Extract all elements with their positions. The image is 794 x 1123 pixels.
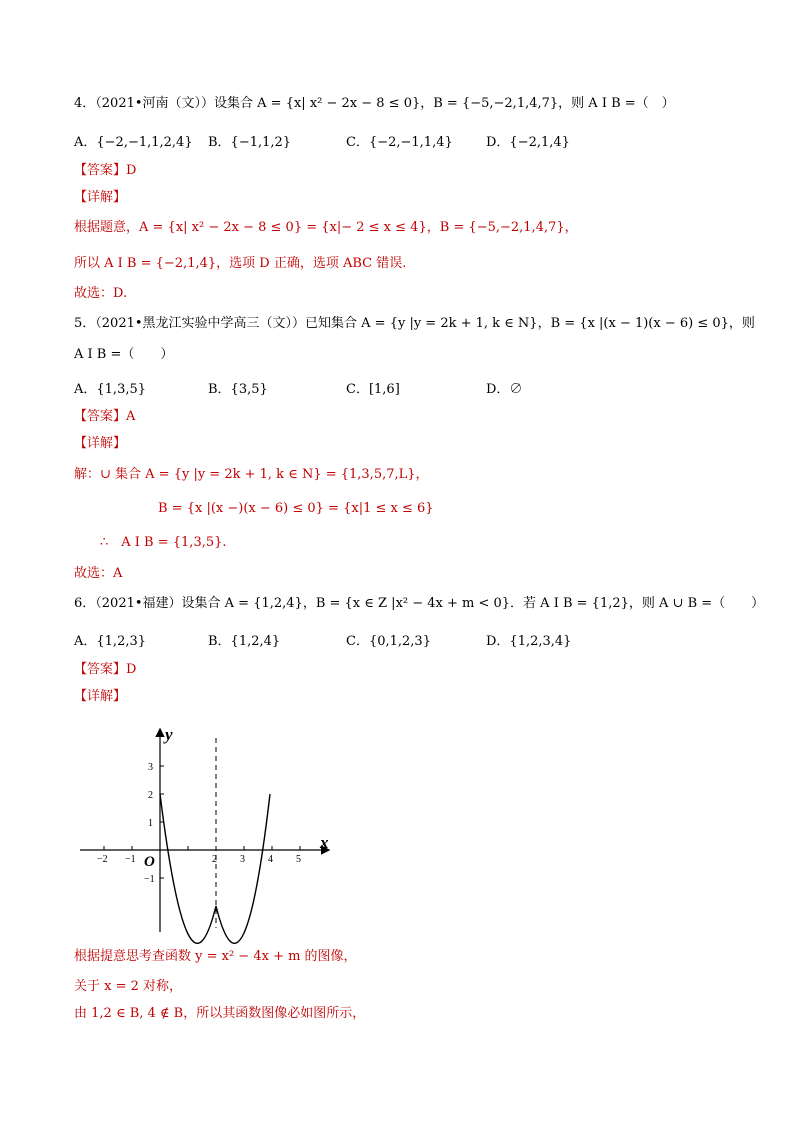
y-tick-label: 3 — [148, 762, 153, 773]
q6-solution-line-2: 关于 x = 2 对称， — [74, 979, 183, 994]
q4-option-b: B．{−1,1,2} — [208, 135, 292, 150]
x-tick-label: 5 — [296, 854, 301, 865]
q4-detail-label: 【详解】 — [74, 190, 127, 205]
q5-option-c: C．[1,6] — [346, 382, 400, 397]
x-tick-label: 3 — [240, 854, 245, 865]
q5-option-d: D．∅ — [486, 382, 523, 397]
q5-solution-line-3: ∴ A I B = {1,3,5}. — [100, 535, 227, 550]
x-tick-label: −2 — [97, 854, 108, 865]
y-axis-label: y — [165, 725, 173, 744]
x-tick-label: 4 — [268, 854, 273, 865]
q4-option-c: C．{−2,−1,1,4} — [346, 135, 453, 150]
q6-detail-label: 【详解】 — [74, 689, 127, 704]
y-tick-label: −1 — [144, 874, 155, 885]
parabola-curve — [160, 794, 270, 943]
x-axis-label: x — [320, 833, 329, 852]
q4-option-a: A．{−2,−1,1,2,4} — [74, 135, 193, 150]
q5-stem-continued: A I B =（ ） — [74, 347, 174, 362]
origin-label: O — [144, 854, 155, 870]
q5-solution-line-1: 解：∪ 集合 A = {y |y = 2k + 1, k ∈ N} = {1,3,5,7,L}， — [74, 467, 429, 482]
q5-option-a: A．{1,3,5} — [74, 382, 147, 397]
q6-answer: 【答案】D — [74, 662, 137, 677]
q5-answer: 【答案】A — [74, 409, 136, 424]
q5-solution-line-2: B = {x |(x −)(x − 6) ≤ 0} = {x|1 ≤ x ≤ 6} — [158, 501, 434, 516]
q6-solution-line-1: 根据提意思考查函数 y = x² − 4x + m 的图像， — [74, 949, 357, 964]
q4-solution-line-2: 所以 A I B = {−2,1,4}，选项 D 正确，选项 ABC 错误. — [74, 256, 407, 271]
q6-option-d: D．{1,2,3,4} — [486, 634, 572, 649]
y-tick-label: 1 — [148, 818, 153, 829]
q4-solution-line-1: 根据题意，A = {x| x² − 2x − 8 ≤ 0} = {x|− 2 ≤ x ≤ 4}，B = {−5,−2,1,4,7}， — [74, 220, 578, 235]
q6-solution-line-3: 由 1,2 ∈ B, 4 ∉ B，所以其函数图像必如图所示， — [74, 1006, 366, 1021]
q5-stem: 5．（2021•黑龙江实验中学高三（文））已知集合 A = {y |y = 2k + 1, k ∈ N}，B = {x |(x − 1)(x − 6) ≤ 0}，则 — [74, 316, 755, 331]
y-tick-label: 2 — [148, 790, 153, 801]
x-tick-label: 2 — [212, 854, 217, 865]
q4-option-d: D．{−2,1,4} — [486, 135, 570, 150]
q5-solution-line-4: 故选：A — [74, 566, 123, 581]
q4-answer: 【答案】D — [74, 163, 137, 178]
q6-option-c: C．{0,1,2,3} — [346, 634, 431, 649]
q5-detail-label: 【详解】 — [74, 436, 127, 451]
q6-stem: 6．（2021•福建）设集合 A = {1,2,4}，B = {x ∈ Z |x² − 4x + m < 0}．若 A I B = {1,2}，则 A ∪ B =（ ） — [74, 596, 765, 611]
q6-option-b: B．{1,2,4} — [208, 634, 281, 649]
q4-solution-line-3: 故选：D. — [74, 286, 128, 301]
q6-option-a: A．{1,2,3} — [74, 634, 147, 649]
q4-stem: 4．（2021•河南（文））设集合 A = {x| x² − 2x − 8 ≤ 0}，B = {−5,−2,1,4,7}，则 A I B =（ ） — [74, 96, 675, 111]
q5-option-b: B．{3,5} — [208, 382, 268, 397]
x-tick-label: −1 — [125, 854, 136, 865]
